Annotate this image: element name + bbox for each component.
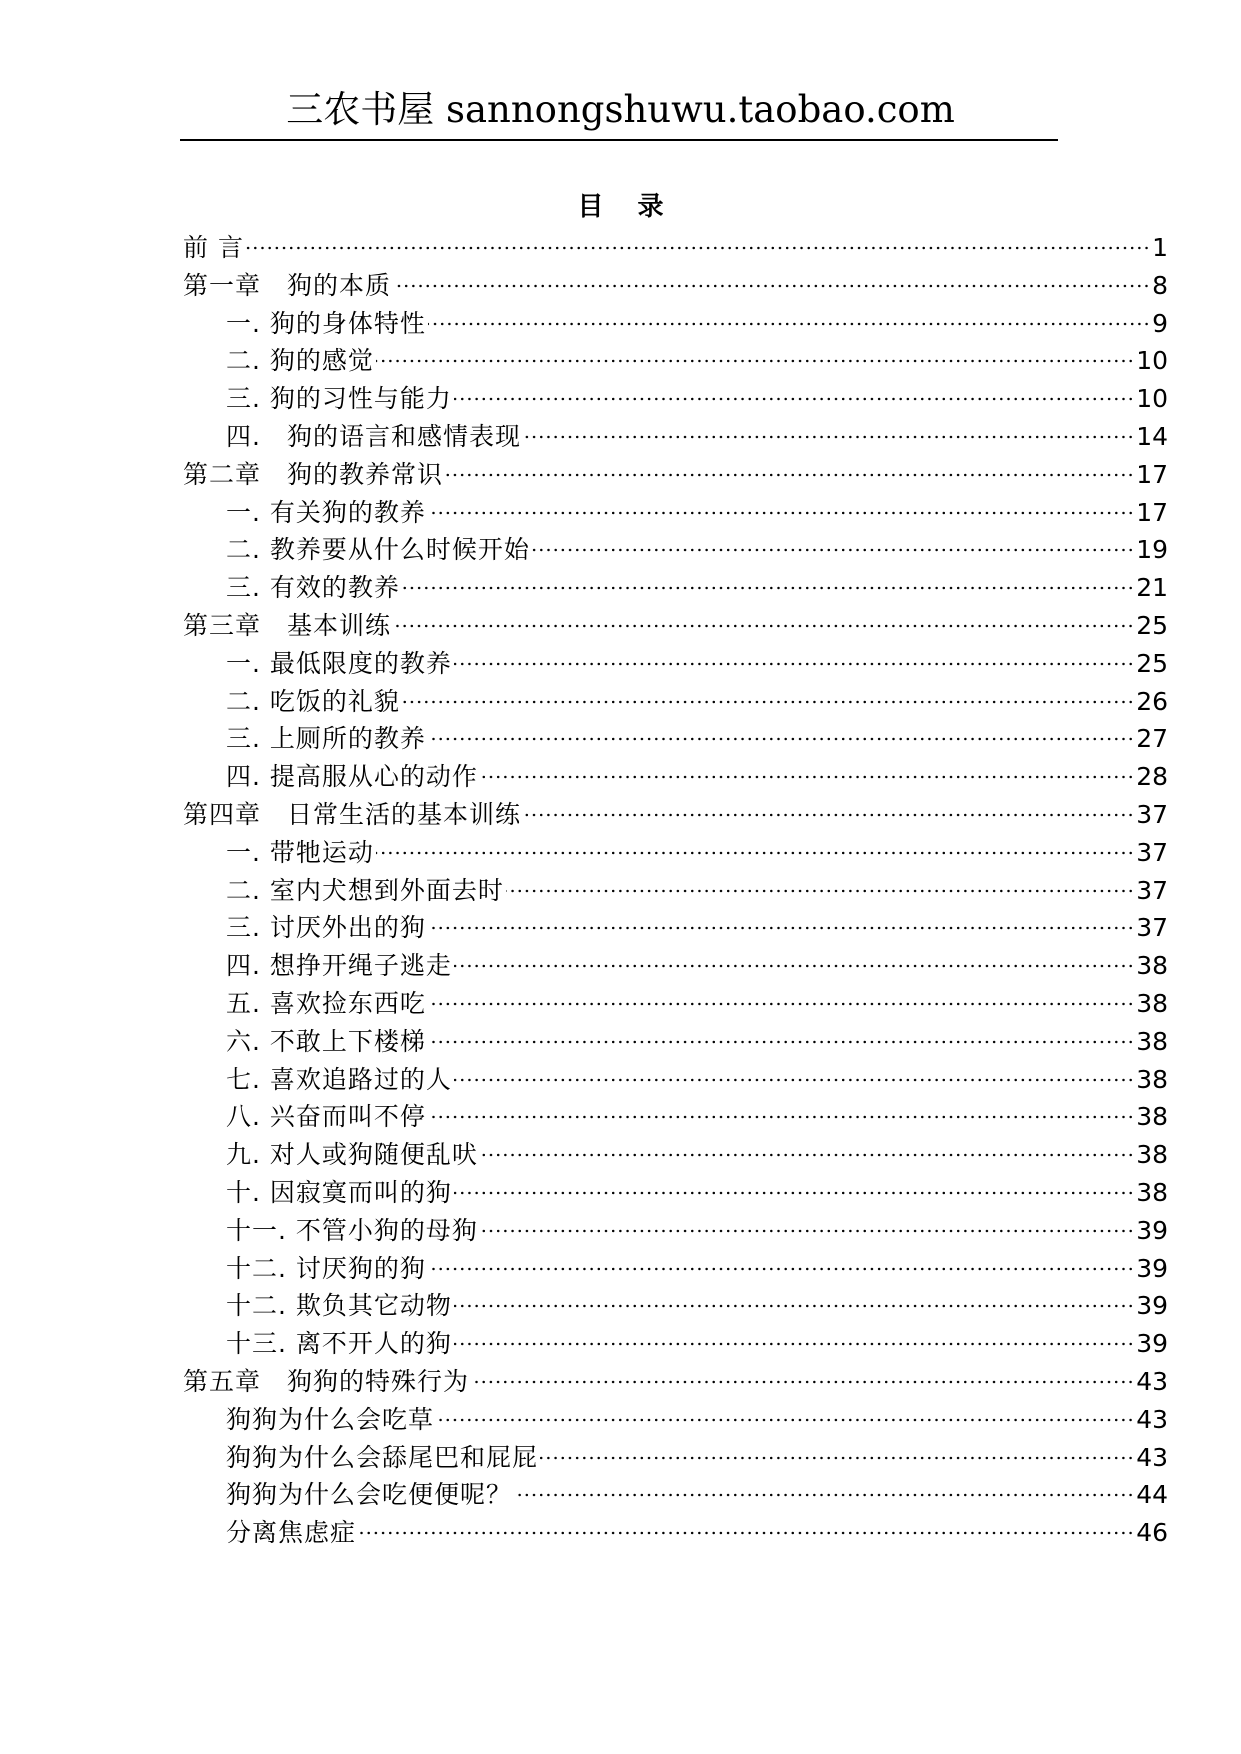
dot-leader (428, 926, 1134, 930)
toc-entry-page-number: 38 (1136, 951, 1168, 981)
dot-leader (428, 322, 1150, 326)
toc-section-entry (183, 1136, 1168, 1174)
toc-entry-label: 第一章 狗的本质 (183, 270, 392, 300)
toc-entry-label: 二. 室内犬想到外面去时 (226, 875, 504, 905)
toc-entry-label: 狗狗为什么会吃草 (226, 1404, 435, 1434)
toc-entry-label: 十三. 离不开人的狗 (226, 1329, 452, 1359)
toc-entry-label: 狗狗为什么会舔尾巴和屁屁 (226, 1442, 539, 1472)
toc-entry-label: 第三章 基本训练 (183, 610, 392, 640)
toc-entry-page-number: 27 (1136, 724, 1168, 754)
toc-entry-label: 二. 狗的感觉 (226, 346, 374, 376)
toc-entry-label: 一. 有关狗的教养 (226, 497, 426, 527)
toc-section-entry (183, 380, 1168, 418)
dot-leader (402, 586, 1134, 590)
dot-leader (436, 1418, 1134, 1422)
dot-leader (480, 1153, 1134, 1157)
toc-entry-page-number: 25 (1136, 648, 1168, 678)
dot-leader (532, 548, 1134, 552)
toc-entry-label: 第四章 日常生活的基本训练 (183, 799, 522, 829)
toc-section-entry (183, 305, 1168, 343)
toc-title: 目录 (577, 192, 698, 222)
dot-leader (454, 1078, 1134, 1082)
toc-entry-page-number: 1 (1152, 233, 1168, 262)
toc-entry-page-number: 43 (1136, 1366, 1168, 1396)
toc-entry-page-number: 38 (1136, 1026, 1168, 1056)
toc-section-entry (183, 909, 1168, 947)
dot-leader (402, 700, 1134, 704)
toc-section-entry (183, 342, 1168, 380)
dot-leader (428, 737, 1134, 741)
dot-leader (428, 1267, 1134, 1271)
toc-entry-page-number: 37 (1136, 875, 1168, 905)
toc-entry-page-number: 28 (1136, 762, 1168, 792)
toc-entry-label: 六. 不敢上下楼梯 (226, 1026, 426, 1056)
table-of-contents (183, 229, 1168, 1552)
dot-leader (471, 1380, 1134, 1384)
dot-leader (246, 246, 1150, 250)
toc-entry-label: 一. 带牠运动 (226, 837, 374, 867)
toc-entry-label: 一. 狗的身体特性 (226, 308, 426, 338)
header-rule (180, 139, 1058, 141)
toc-entry-page-number: 19 (1136, 535, 1168, 565)
toc-section-entry (183, 947, 1168, 985)
toc-entry-page-number: 38 (1136, 1140, 1168, 1170)
toc-chapter-entry (183, 456, 1168, 494)
dot-leader (454, 1342, 1134, 1346)
dot-leader (523, 435, 1134, 439)
toc-entry-label: 七. 喜欢追路过的人 (226, 1064, 452, 1094)
toc-chapter-entry (183, 607, 1168, 645)
toc-section-entry (183, 758, 1168, 796)
toc-entry-label: 分离焦虑症 (226, 1518, 357, 1548)
dot-leader (428, 1115, 1134, 1119)
toc-section-entry (183, 1250, 1168, 1288)
toc-entry-page-number: 43 (1136, 1442, 1168, 1472)
toc-entry-page-number: 9 (1152, 308, 1168, 338)
toc-section-entry (183, 494, 1168, 532)
toc-chapter-entry (183, 1363, 1168, 1401)
toc-section-entry (183, 1287, 1168, 1325)
toc-entry-page-number: 38 (1136, 1177, 1168, 1207)
toc-entry-page-number: 21 (1136, 573, 1168, 603)
toc-section-entry (183, 1174, 1168, 1212)
toc-section-entry (183, 531, 1168, 569)
toc-entry-label: 前 言 (183, 233, 244, 262)
toc-entry-page-number: 10 (1136, 346, 1168, 376)
toc-entry-page-number: 39 (1136, 1253, 1168, 1283)
toc-section-entry (183, 1476, 1168, 1514)
dot-leader (454, 1191, 1134, 1195)
toc-entry-page-number: 14 (1136, 421, 1168, 451)
dot-leader (376, 851, 1134, 855)
toc-entry-label: 四. 狗的语言和感情表现 (226, 421, 521, 451)
toc-section-entry (183, 1514, 1168, 1552)
dot-leader (523, 813, 1134, 817)
dot-leader (514, 1493, 1134, 1497)
toc-entry-label: 三. 狗的习性与能力 (226, 384, 452, 414)
toc-entry-label: 五. 喜欢捡东西吃 (226, 988, 426, 1018)
dot-leader (540, 1456, 1134, 1460)
toc-entry-label: 九. 对人或狗随便乱吠 (226, 1140, 478, 1170)
toc-entry-page-number: 43 (1136, 1404, 1168, 1434)
dot-leader (445, 473, 1134, 477)
toc-entry-label: 第五章 狗狗的特殊行为 (183, 1366, 470, 1396)
dot-leader (506, 889, 1134, 893)
toc-entry-page-number: 26 (1136, 686, 1168, 716)
toc-section-entry (183, 985, 1168, 1023)
toc-section-entry (183, 872, 1168, 910)
toc-entry-page-number: 37 (1136, 913, 1168, 943)
toc-entry-page-number: 39 (1136, 1291, 1168, 1321)
toc-entry-label: 三. 讨厌外出的狗 (226, 913, 426, 943)
toc-entry-label: 四. 提高服从心的动作 (226, 762, 478, 792)
dot-leader (428, 1002, 1134, 1006)
toc-entry-page-number: 17 (1136, 497, 1168, 527)
toc-entry-label: 狗狗为什么会吃便便呢？ (226, 1480, 513, 1510)
dot-leader (454, 397, 1134, 401)
dot-leader (376, 359, 1134, 363)
toc-entry-label: 第二章 狗的教养常识 (183, 459, 444, 489)
dot-leader (393, 284, 1150, 288)
toc-entry-page-number: 39 (1136, 1215, 1168, 1245)
toc-entry-page-number: 10 (1136, 384, 1168, 414)
toc-section-entry (183, 720, 1168, 758)
toc-entry-page-number: 17 (1136, 459, 1168, 489)
toc-chapter-entry (183, 229, 1168, 267)
toc-entry-label: 十. 因寂寞而叫的狗 (226, 1177, 452, 1207)
dot-leader (454, 964, 1134, 968)
toc-entry-page-number: 44 (1136, 1480, 1168, 1510)
toc-section-entry (183, 1098, 1168, 1136)
toc-entry-label: 二. 吃饭的礼貌 (226, 686, 400, 716)
toc-chapter-entry (183, 267, 1168, 305)
toc-entry-page-number: 39 (1136, 1329, 1168, 1359)
dot-leader (454, 662, 1134, 666)
toc-section-entry (183, 1401, 1168, 1439)
toc-entry-label: 十二. 欺负其它动物 (226, 1291, 452, 1321)
toc-section-entry (183, 683, 1168, 721)
toc-entry-label: 十二. 讨厌狗的狗 (226, 1253, 426, 1283)
dot-leader (480, 1229, 1134, 1233)
toc-section-entry (183, 569, 1168, 607)
toc-entry-page-number: 37 (1136, 799, 1168, 829)
toc-entry-label: 三. 有效的教养 (226, 573, 400, 603)
toc-entry-page-number: 37 (1136, 837, 1168, 867)
toc-entry-page-number: 25 (1136, 610, 1168, 640)
dot-leader (454, 1304, 1134, 1308)
toc-entry-page-number: 38 (1136, 1102, 1168, 1132)
toc-entry-label: 二. 教养要从什么时候开始 (226, 535, 530, 565)
toc-entry-label: 十一. 不管小狗的母狗 (226, 1215, 478, 1245)
toc-section-entry (183, 834, 1168, 872)
toc-entry-page-number: 38 (1136, 988, 1168, 1018)
toc-entry-label: 三. 上厕所的教养 (226, 724, 426, 754)
toc-section-entry (183, 1439, 1168, 1477)
toc-entry-page-number: 38 (1136, 1064, 1168, 1094)
toc-entry-label: 八. 兴奋而叫不停 (226, 1102, 426, 1132)
toc-section-entry (183, 1212, 1168, 1250)
dot-leader (480, 775, 1134, 779)
toc-section-entry (183, 418, 1168, 456)
dot-leader (428, 1040, 1134, 1044)
toc-entry-page-number: 46 (1136, 1518, 1168, 1548)
toc-section-entry (183, 1325, 1168, 1363)
page-header: 三农书屋 sannongshuwu.taobao.com (286, 88, 955, 131)
toc-section-entry (183, 1061, 1168, 1099)
dot-leader (428, 511, 1134, 515)
toc-chapter-entry (183, 796, 1168, 834)
toc-section-entry (183, 645, 1168, 683)
toc-section-entry (183, 1023, 1168, 1061)
toc-entry-label: 四. 想挣开绳子逃走 (226, 951, 452, 981)
toc-entry-page-number: 8 (1152, 270, 1168, 300)
dot-leader (358, 1531, 1134, 1535)
toc-entry-label: 一. 最低限度的教养 (226, 648, 452, 678)
dot-leader (393, 624, 1134, 628)
